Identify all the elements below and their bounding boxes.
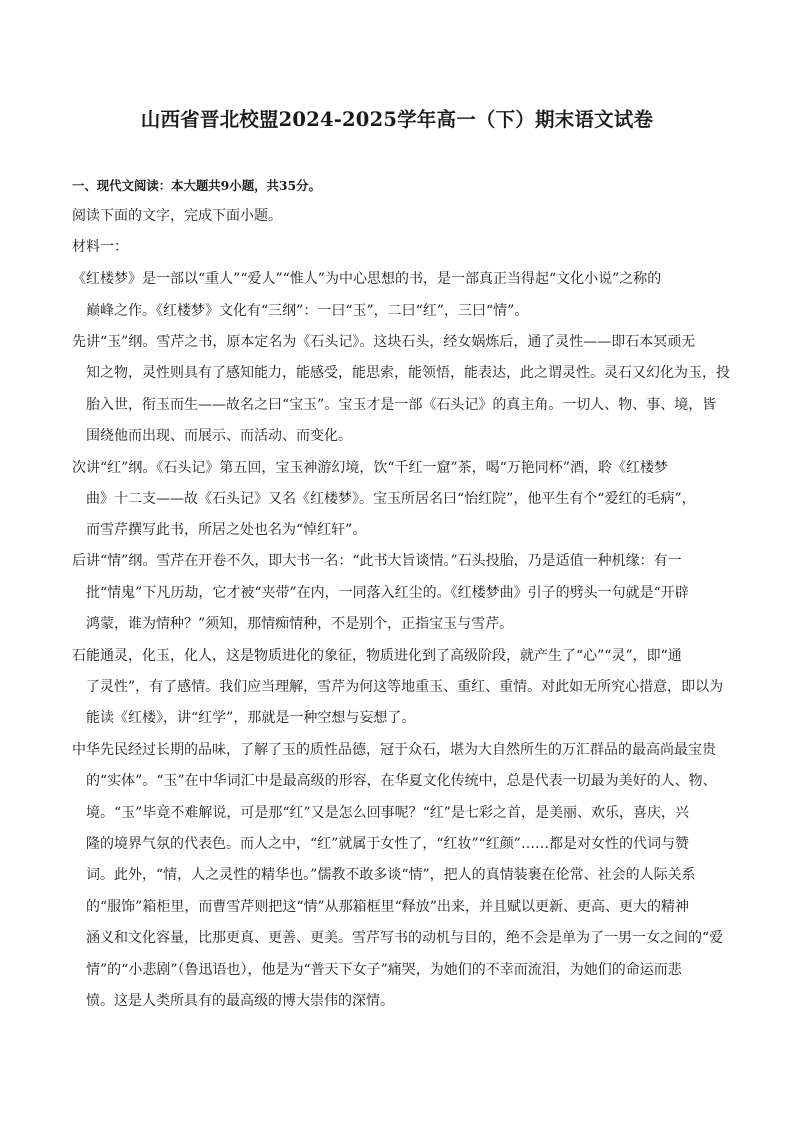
paragraph-line: 境。“玉”毕竟不难解说，可是那“红”又是怎么回事呢？“红”是七彩之首，是美丽、欢乐，喜庆，兴 [86, 805, 689, 821]
paragraph-line: 涵义和文化容量，比那更真、更善、更美。雪芹写书的动机与目的，绝不会是单为了一男一女之间的“爱 [86, 930, 724, 946]
paragraph-line: 知之物，灵性则具有了感知能力，能感受，能思索，能领悟，能表达，此之谓灵性。灵石又幻化为玉，投 [86, 365, 730, 381]
paragraph-line: 后讲“情”纲。雪芹在开卷不久，即大书一名：“此书大旨谈情。”石头投胎，乃是适值一种机缘：有一 [72, 553, 682, 569]
paragraph-line: 曲》十二支——故《石头记》又名《红楼梦》。宝玉所居名曰“怡红院”，他平生有个“爱红的毛病”， [86, 491, 696, 507]
paragraph-line: 中华先民经过长期的品味，了解了玉的质性品德，冠于众石，堪为大自然所生的万汇群品的最高尚最宝贵 [72, 742, 716, 758]
paragraph-line: 隆的境界气氛的代表色。而人之中，“红”就属于女性了，“红妆”“红颜”……都是对女性的代词与赞 [86, 836, 689, 852]
instruction-text: 阅读下面的文字，完成下面小题。 [72, 208, 282, 224]
paragraph-line: 围绕他而出现、而展示、而活动、而变化。 [86, 428, 352, 444]
paragraph-line: 能读《红楼》，讲“红学”，那就是一种空想与妄想了。 [86, 710, 416, 726]
paragraph-line: 胎入世，衔玉而生——故名之曰“宝玉”。宝玉才是一部《石头记》的真主角。一切人、物、事、境，皆 [86, 397, 717, 413]
paragraph-line: 巅峰之作。《红楼梦》文化有“三纲”：一曰“玉”，二曰“红”，三曰“情”。 [86, 303, 529, 319]
paragraph-line: 《红楼梦》是一部以“重人”“爱人”“惟人”为中心思想的书，是一部真正当得起“文化小说”之称的 [72, 271, 662, 287]
paragraph-line: 鸿蒙，谁为情种？”须知，那情痴情种，不是别个，正指宝玉与雪芹。 [86, 616, 514, 632]
paragraph-line: 愤。这是人类所具有的最高级的博大崇伟的深情。 [86, 993, 394, 1009]
paragraph-line: 词。此外，“情，人之灵性的精华也。”儒教不敢多谈“情”，把人的真情装裹在伦常、社会的人际关系 [86, 867, 696, 883]
paragraph-line: 次讲“红”纲。《石头记》第五回，宝玉神游幻境，饮“千红一窟”茶，喝“万艳同杯”酒，聆《红楼梦 [72, 460, 668, 476]
paragraph-line: 先讲“玉”纲。雪芹之书，原本定名为《石头记》。这块石头，经女娲炼后，通了灵性——即石本冥顽无 [72, 334, 696, 350]
paragraph-line: 的“服饰”箱柜里，而曹雪芹则把这“情”从那箱框里“释放”出来，并且赋以更新、更高、更大的精神 [86, 899, 689, 915]
paragraph-line: 的“实体”。“玉”在中华词汇中是最高级的形容，在华夏文化传统中，总是代表一切最为美好的人、物、 [86, 773, 717, 789]
section-heading: 一、现代文阅读：本大题共9小题，共35分。 [72, 178, 321, 193]
paragraph-line: 而雪芹撰写此书，所居之处也名为“悼红轩”。 [86, 522, 367, 538]
paragraph-line: 了灵性”，有了感情。我们应当理解，雪芹为何这等地重玉、重红、重情。对此如无所究心措意，即以为 [86, 679, 724, 695]
material-label: 材料一： [72, 239, 128, 255]
paragraph-line: 批“情鬼”下凡历劫，它才被“夹带”在内，一同落入红尘的。《红楼梦曲》引子的劈头一句就是“开辟 [86, 585, 689, 601]
exam-title: 山西省晋北校盟2024-2025学年高一（下）期末语文试卷 [140, 108, 654, 131]
paragraph-line: 情”的“小悲剧”（鲁迅语也），他是为“普天下女子”痛哭，为她们的不幸而流泪，为她们的命运而悲 [86, 962, 682, 978]
paragraph-line: 石能通灵，化玉，化人，这是物质进化的象征，物质进化到了高级阶段，就产生了“心”“灵”，即“通 [72, 648, 682, 664]
